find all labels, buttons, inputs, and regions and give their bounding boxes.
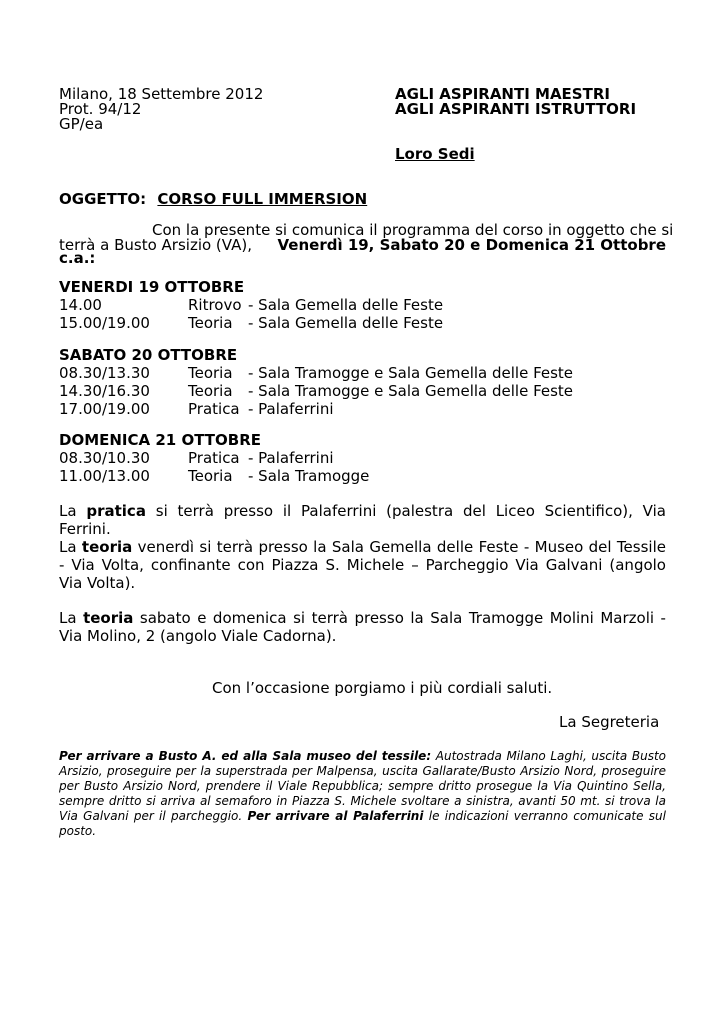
schedule-place: - Sala Tramogge e Sala Gemella delle Feste [248, 364, 574, 382]
schedule-place: - Sala Tramogge [248, 467, 370, 485]
para-bold: teoria [81, 538, 133, 556]
recipient-maestri: AGLI ASPIRANTI MAESTRI [395, 85, 610, 103]
schedule-place: - Sala Gemella delle Feste [248, 296, 444, 314]
signature: La Segreteria [559, 713, 660, 731]
schedule-place: - Palaferrini [248, 449, 334, 467]
schedule-kind: Ritrovo [188, 296, 242, 314]
directions-text-busto: Autostrada Milano Laghi, uscita Busto Arsizio, proseguire per la superstrada per Malpensa, uscita Gallarate/Busto Arsizio Nord, proseguire per Busto Arsizio Nord, prendere il Viale Repubblica; sempre dritto prosegue la Via Quintino Sella, sempre dritto si arriva al semaforo in Piazza S. Michele svoltare a sinistra, avanti 50 mt. si trova la Via Galvani per il parcheggio. [59, 749, 666, 823]
recipient-loro-sedi: Loro Sedi [395, 145, 475, 163]
para-text: venerdì si terrà presso la Sala Gemella delle Feste - Museo del Tessile - Via Volta, confinante con Piazza S. Michele – Parcheggio Via Galvani (angolo Via Volta). [59, 538, 666, 592]
schedule-row [59, 449, 334, 467]
protocol-number: Prot. 94/12 [59, 100, 142, 118]
schedule-kind: Pratica [188, 400, 240, 418]
pratica-paragraph [59, 502, 666, 538]
day-title: VENERDI 19 OTTOBRE [59, 278, 245, 296]
directions-text-palaferrini: le indicazioni verranno comunicate sul posto. [59, 809, 666, 838]
schedule-row [59, 467, 369, 485]
directions-note [59, 749, 666, 839]
intro-line-3: c.a.: [59, 249, 96, 267]
para-text: La [59, 502, 77, 520]
schedule-kind: Teoria [188, 467, 233, 485]
schedule-time: 08.30/10.30 [59, 449, 150, 467]
schedule-kind: Teoria [188, 382, 233, 400]
day-title: SABATO 20 OTTOBRE [59, 346, 238, 364]
schedule-time: 11.00/13.00 [59, 467, 150, 485]
schedule-kind: Teoria [188, 314, 233, 332]
intro-dates: Venerdì 19, Sabato 20 e Domenica 21 Ottobre [277, 236, 666, 254]
para-text: La [59, 538, 77, 556]
schedule-time: 14.30/16.30 [59, 382, 150, 400]
teoria-venerdi-paragraph [59, 538, 666, 592]
para-text: si terrà presso il Palaferrini (palestra del Liceo Scientifico), Via Ferrini. [59, 502, 666, 538]
schedule-row [59, 400, 334, 418]
para-text: sabato e domenica si terrà presso la Sala Tramogge Molini Marzoli - Via Molino, 2 (angolo Viale Cadorna). [59, 609, 666, 645]
subject-title: CORSO FULL IMMERSION [157, 190, 368, 208]
schedule-place: - Sala Tramogge e Sala Gemella delle Feste [248, 382, 574, 400]
para-bold: teoria [83, 609, 134, 627]
para-bold: pratica [86, 502, 146, 520]
schedule-kind: Pratica [188, 449, 240, 467]
intro-line-1: Con la presente si comunica il programma del corso in oggetto che si [152, 221, 674, 239]
schedule-place: - Palaferrini [248, 400, 334, 418]
subject-label: OGGETTO: [59, 190, 147, 208]
schedule-time: 17.00/19.00 [59, 400, 150, 418]
schedule-row [59, 314, 443, 332]
subject-line [59, 191, 367, 207]
teoria-weekend-paragraph [59, 609, 666, 645]
schedule-place: - Sala Gemella delle Feste [248, 314, 444, 332]
schedule-time: 08.30/13.30 [59, 364, 150, 382]
schedule-kind: Teoria [188, 364, 233, 382]
intro-location: terrà a Busto Arsizio (VA), [59, 236, 252, 254]
directions-heading-palaferrini: Per arrivare al Palaferrini [247, 809, 424, 823]
place-date: Milano, 18 Settembre 2012 [59, 85, 264, 103]
day-title: DOMENICA 21 OTTOBRE [59, 431, 261, 449]
schedule-row [59, 296, 443, 314]
schedule-row [59, 364, 573, 382]
directions-heading-busto: Per arrivare a Busto A. ed alla Sala museo del tessile: [59, 749, 432, 763]
schedule-row [59, 382, 573, 400]
initials: GP/ea [59, 115, 104, 133]
recipient-istruttori: AGLI ASPIRANTI ISTRUTTORI [395, 100, 637, 118]
schedule-time: 14.00 [59, 296, 102, 314]
closing-greeting: Con l’occasione porgiamo i più cordiali saluti. [212, 679, 553, 697]
schedule-time: 15.00/19.00 [59, 314, 150, 332]
para-text: La [59, 609, 77, 627]
intro-line-2 [59, 237, 666, 253]
